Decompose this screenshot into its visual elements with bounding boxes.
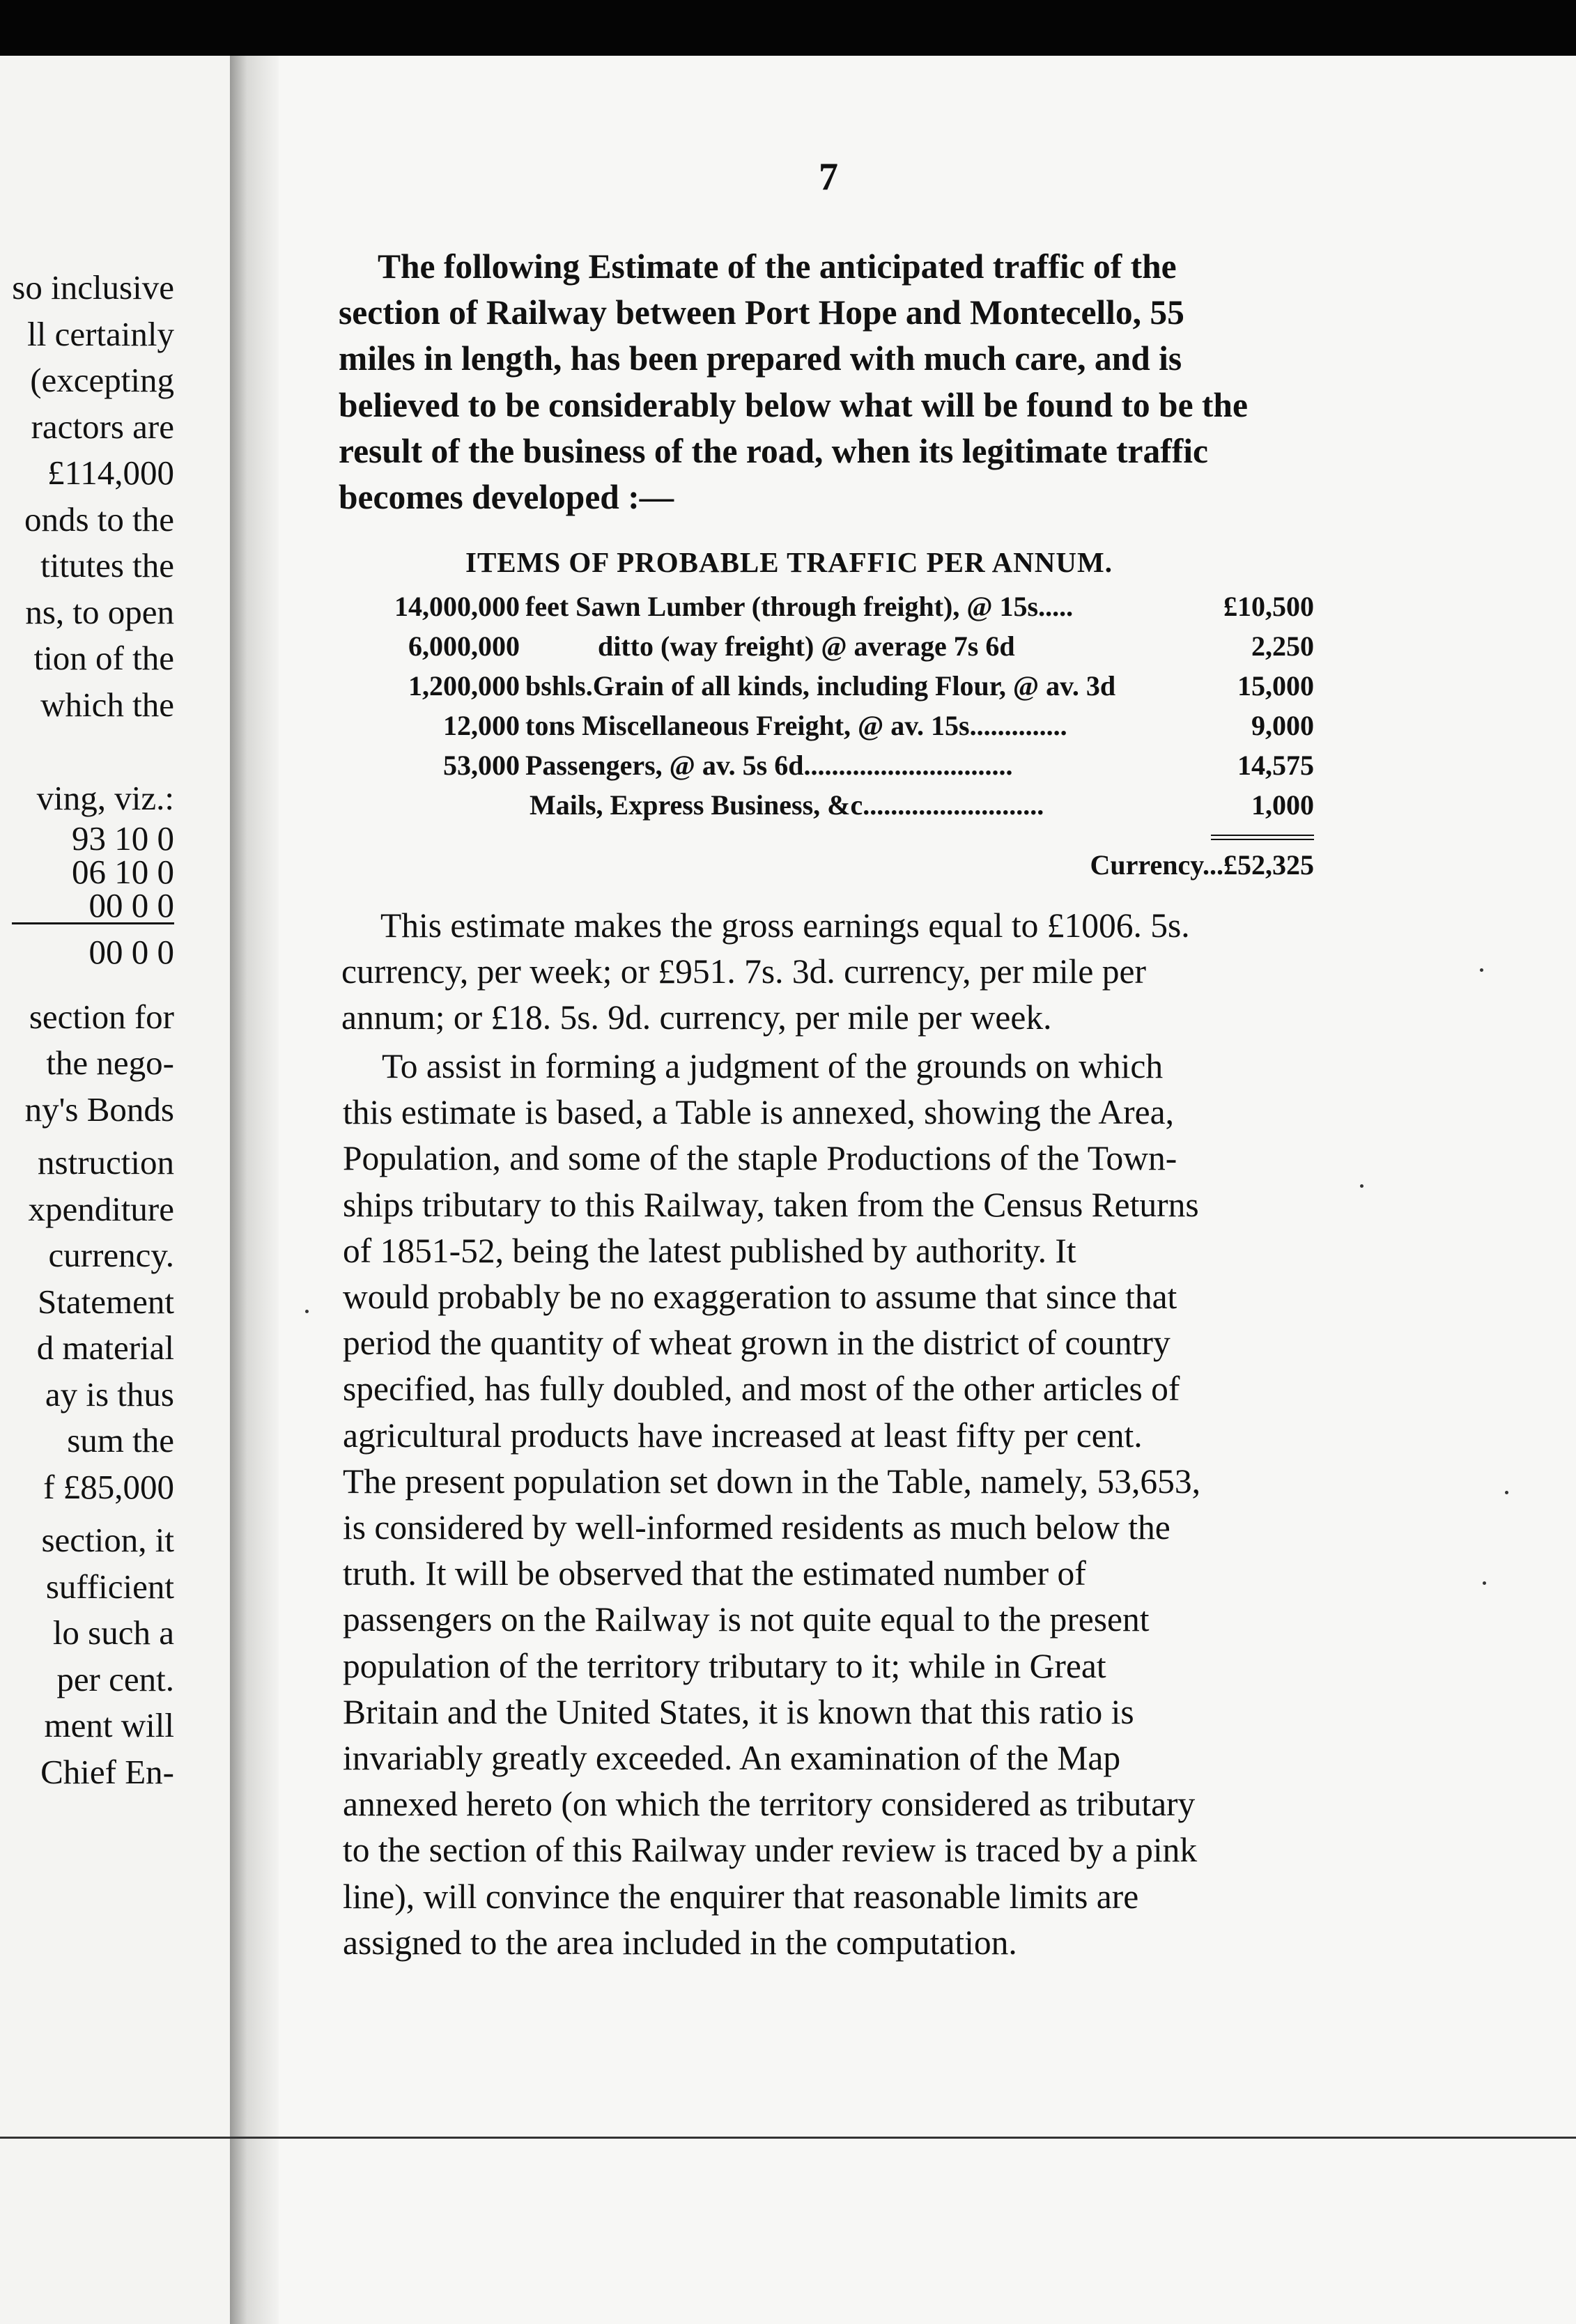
traffic-row — [368, 587, 1314, 626]
traffic-table-heading: ITEMS OF PROBABLE TRAFFIC PER ANNUM. — [465, 546, 1113, 578]
left-line: 00 0 0 — [12, 889, 174, 924]
traffic-row — [368, 785, 1314, 825]
intro-paragraph — [339, 244, 1349, 520]
left-line: sufficient — [45, 1567, 174, 1606]
traffic-amount: £10,500 — [1223, 591, 1314, 622]
judgment-line: to the section of this Railway under review is traced by a pink — [343, 1831, 1198, 1870]
traffic-description: ditto (way freight) @ average 7s 6d — [598, 630, 1015, 662]
traffic-description: bshls.Grain of all kinds, including Flour, @ av. 3d — [525, 670, 1116, 702]
traffic-description: Mails, Express Business, &c.......................... — [530, 789, 1044, 821]
judgment-line: is considered by well-informed residents as much below the — [343, 1508, 1171, 1547]
left-line: ny's Bonds — [24, 1090, 174, 1129]
left-line: the nego- — [46, 1044, 174, 1082]
judgment-line: truth. It will be observed that the estimated number of — [343, 1554, 1086, 1593]
judgment-line: annexed hereto (on which the territory considered as tributary — [343, 1785, 1196, 1824]
traffic-amount: 9,000 — [1251, 710, 1314, 741]
left-line: xpenditure — [28, 1189, 174, 1228]
left-line: section for — [29, 997, 174, 1036]
left-line: titutes the — [40, 546, 174, 584]
left-line: ving, viz.: — [36, 779, 174, 817]
judgment-line: Britain and the United States, it is known that this ratio is — [343, 1692, 1134, 1731]
left-line: Statement — [38, 1282, 174, 1321]
left-line: ractors are — [31, 407, 174, 446]
left-line: ment will — [44, 1706, 174, 1744]
judgment-line: agricultural products have increased at least fifty per cent. — [343, 1416, 1143, 1455]
intro-line: becomes developed :— — [339, 478, 674, 517]
traffic-amount: 2,250 — [1251, 630, 1314, 662]
traffic-quantity: 1,200,000 — [408, 670, 520, 702]
traffic-description: Passengers, @ av. 5s 6d.............................. — [525, 750, 1013, 781]
judgment-line: would probably be no exaggeration to assume that since that — [343, 1278, 1177, 1317]
scan-speck — [1480, 968, 1483, 972]
traffic-row — [368, 626, 1314, 666]
traffic-amount: 14,575 — [1237, 750, 1314, 781]
judgment-line: this estimate is based, a Table is annexed, showing the Area, — [343, 1093, 1174, 1132]
judgment-line: population of the territory tributary to it; while in Great — [343, 1646, 1106, 1685]
traffic-row — [368, 706, 1314, 745]
book-gutter — [230, 56, 279, 2324]
traffic-quantity: 53,000 — [443, 750, 520, 781]
earnings-paragraph — [341, 903, 1352, 1041]
left-page-text — [12, 265, 174, 1795]
scan-speck — [1505, 1491, 1508, 1494]
intro-line: section of Railway between Port Hope and Montecello, 55 — [339, 293, 1184, 332]
traffic-description: tons Miscellaneous Freight, @ av. 15s.............. — [525, 710, 1067, 741]
left-line-blank — [12, 1510, 174, 1517]
intro-line: miles in length, has been prepared with much care, and is — [339, 339, 1182, 378]
left-line: currency. — [48, 1236, 174, 1274]
left-line: so inclusive — [12, 268, 174, 307]
left-line: onds to the — [24, 499, 174, 539]
traffic-total: Currency...£52,325 — [1090, 849, 1314, 881]
page-number: 7 — [819, 155, 838, 199]
judgment-line: ships tributary to this Railway, taken from the Census Returns — [343, 1185, 1199, 1224]
left-line: (excepting — [30, 361, 174, 399]
traffic-quantity: 14,000,000 — [394, 591, 520, 622]
left-line: sum the — [67, 1421, 174, 1459]
traffic-table — [368, 587, 1314, 825]
left-line: nstruction — [38, 1143, 174, 1182]
left-page-fragment — [0, 56, 230, 2324]
judgment-line: of 1851-52, being the latest published by authority. It — [343, 1231, 1076, 1270]
scan-speck — [305, 1310, 309, 1313]
judgment-line: period the quantity of wheat grown in the district of country — [343, 1324, 1171, 1363]
traffic-description: feet Sawn Lumber (through freight), @ 15s..... — [525, 591, 1074, 622]
left-line: which the — [40, 685, 174, 724]
traffic-amount: 1,000 — [1251, 789, 1314, 821]
earnings-line: annum; or £18. 5s. 9d. currency, per mile per week. — [341, 998, 1052, 1037]
left-line: 06 10 0 — [72, 852, 174, 891]
total-rule — [1211, 835, 1314, 840]
left-line: per cent. — [56, 1659, 174, 1698]
left-line: ll certainly — [27, 314, 174, 353]
judgment-line: invariably greatly exceeded. An examination of the Map — [343, 1739, 1121, 1778]
judgment-line: specified, has fully doubled, and most of the other articles of — [343, 1370, 1180, 1409]
left-line: ns, to open — [25, 592, 174, 631]
left-line-blank — [12, 980, 174, 994]
left-line: tion of the — [33, 639, 174, 677]
intro-line: result of the business of the road, when its legitimate traffic — [339, 431, 1208, 470]
page-bottom-rule — [0, 2137, 1576, 2139]
left-line: 00 0 0 — [88, 932, 174, 971]
judgment-line: To assist in forming a judgment of the grounds on which — [382, 1047, 1164, 1085]
scan-speck — [1360, 1184, 1363, 1188]
judgment-line: The present population set down in the Table, namely, 53,653, — [343, 1462, 1201, 1501]
scan-speck — [1483, 1581, 1486, 1585]
earnings-line: currency, per week; or £951. 7s. 3d. currency, per mile per — [341, 952, 1146, 991]
traffic-quantity: 6,000,000 — [408, 630, 520, 662]
left-line: lo such a — [52, 1613, 174, 1652]
left-line-blank — [12, 728, 174, 775]
judgment-line: assigned to the area included in the computation. — [343, 1923, 1017, 1962]
left-line: Chief En- — [40, 1752, 174, 1791]
scan-top-border — [0, 0, 1576, 56]
intro-line: believed to be considerably below what will be found to be the — [339, 385, 1248, 424]
left-line-blank — [12, 1133, 174, 1140]
judgment-line: line), will convince the enquirer that reasonable limits are — [343, 1877, 1139, 1916]
traffic-row — [368, 745, 1314, 785]
traffic-amount: 15,000 — [1237, 670, 1314, 702]
left-line: 93 10 0 — [72, 819, 174, 858]
traffic-row — [368, 666, 1314, 706]
traffic-quantity: 12,000 — [443, 710, 520, 741]
judgment-line: passengers on the Railway is not quite equal to the present — [343, 1600, 1150, 1639]
left-line: f £85,000 — [43, 1467, 174, 1506]
left-line: d material — [36, 1328, 174, 1367]
intro-line: The following Estimate of the anticipated traffic of the — [378, 247, 1177, 286]
earnings-line: This estimate makes the gross earnings equal to £1006. 5s. — [380, 906, 1190, 945]
judgment-line: Population, and some of the staple Productions of the Town- — [343, 1139, 1177, 1178]
left-line: £114,000 — [47, 454, 174, 492]
left-line: section, it — [41, 1521, 174, 1559]
judgment-paragraph — [343, 1044, 1353, 1966]
left-line: ay is thus — [45, 1374, 174, 1413]
